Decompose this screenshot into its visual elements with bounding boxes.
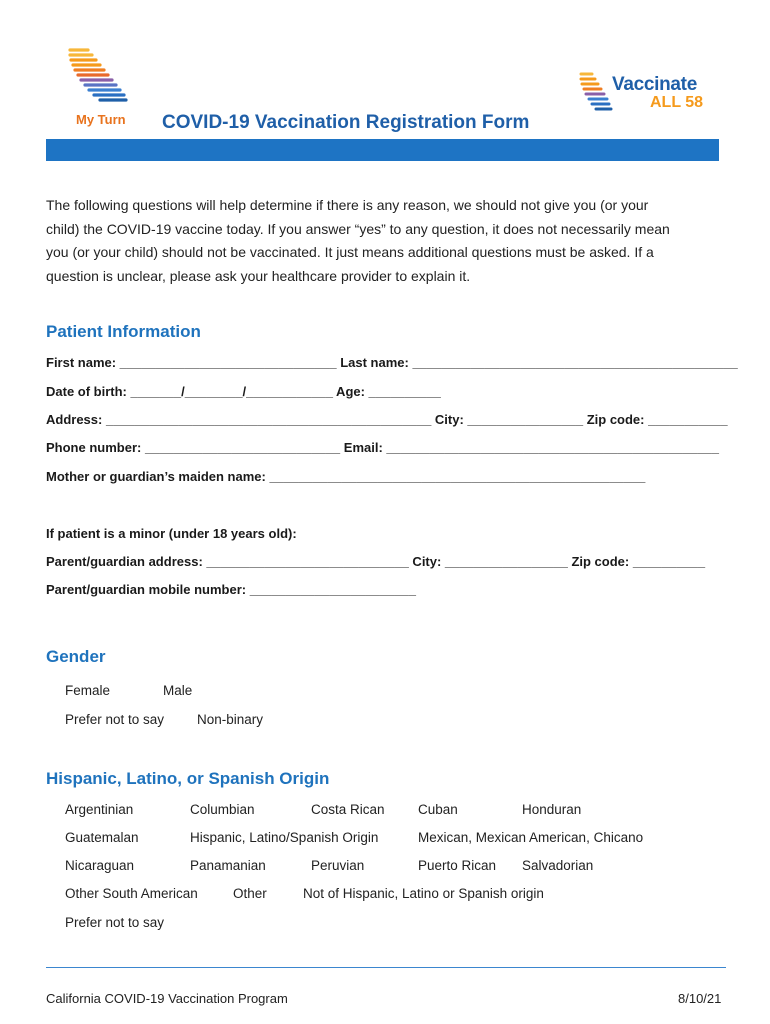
patient-info-heading: Patient Information [46, 322, 201, 341]
origin-option[interactable]: Cuban [418, 802, 458, 817]
gender-option-prefer-not[interactable]: Prefer not to say [65, 712, 165, 727]
gender-option-non-binary[interactable]: Non-binary [197, 712, 264, 727]
all-58-label: ALL 58 [650, 94, 704, 111]
origin-option[interactable]: Other [233, 886, 267, 901]
california-stripes-icon [578, 70, 614, 116]
gender-heading: Gender [46, 647, 106, 666]
origin-option[interactable]: Other South American [65, 886, 198, 901]
address-line[interactable]: Address: _____________________________________________ City: ________________ Zip code: ___________ [46, 412, 728, 427]
intro-line: The following questions will help determine if there is any reason, we should not give you (or your [46, 197, 649, 213]
phone-email-line[interactable]: Phone number: ___________________________ Email: ______________________________________________ [46, 440, 719, 455]
origin-option[interactable]: Guatemalan [65, 830, 139, 845]
origin-option[interactable]: Argentinian [65, 802, 134, 817]
myturn-logo [66, 46, 136, 132]
origin-option[interactable]: Honduran [522, 802, 582, 817]
guardian-mobile-line[interactable]: Parent/guardian mobile number: _______________________ [46, 582, 416, 597]
footer-divider [46, 967, 726, 968]
intro-line: you (or your child) should not be vaccinated. It just means additional questions must be asked. If a [46, 244, 654, 260]
gender-option-female[interactable]: Female [65, 683, 111, 698]
origin-option[interactable]: Hispanic, Latino/Spanish Origin [190, 830, 379, 845]
vaccinate-label: Vaccinate [612, 74, 697, 95]
gender-option-male[interactable]: Male [163, 683, 193, 698]
name-fields-line[interactable]: First name: ______________________________ Last name: _____________________________________________ [46, 355, 738, 370]
origin-option[interactable]: Mexican, Mexican American, Chicano [418, 830, 644, 845]
california-map-icon [66, 46, 136, 112]
origin-option[interactable]: Costa Rican [311, 802, 385, 817]
origin-option[interactable]: Not of Hispanic, Latino or Spanish origin [303, 886, 544, 901]
title-bar [46, 139, 719, 161]
maiden-name-line[interactable]: Mother or guardian’s maiden name: ____________________________________________________ [46, 469, 646, 484]
intro-line: child) the COVID-19 vaccine today. If you answer “yes” to any question, it does not necessarily mean [46, 220, 670, 237]
intro-line: question is unclear, please ask your healthcare provider to explain it. [46, 267, 471, 284]
minor-heading: If patient is a minor (under 18 years old): [46, 526, 297, 541]
dob-age-line[interactable]: Date of birth: _______/________/____________ Age: __________ [46, 384, 441, 399]
guardian-address-line[interactable]: Parent/guardian address: ____________________________ City: _________________ Zip code: __________ [46, 554, 706, 569]
intro-paragraph [46, 194, 726, 288]
origin-option[interactable]: Puerto Rican [418, 858, 497, 873]
footer-program: California COVID-19 Vaccination Program [46, 991, 288, 1006]
origin-option[interactable]: Peruvian [311, 858, 365, 873]
origin-option[interactable]: Prefer not to say [65, 915, 165, 930]
origin-option[interactable]: Panamanian [190, 858, 266, 873]
origin-option[interactable]: Nicaraguan [65, 858, 135, 873]
myturn-label: My Turn [76, 112, 126, 127]
origin-option[interactable]: Salvadorian [522, 858, 594, 873]
footer-date: 8/10/21 [678, 991, 722, 1006]
vaccinate-all-58-logo [578, 70, 708, 120]
hispanic-origin-heading: Hispanic, Latino, or Spanish Origin [46, 769, 330, 788]
form-title: COVID-19 Vaccination Registration Form [162, 112, 530, 133]
origin-option[interactable]: Columbian [190, 802, 255, 817]
